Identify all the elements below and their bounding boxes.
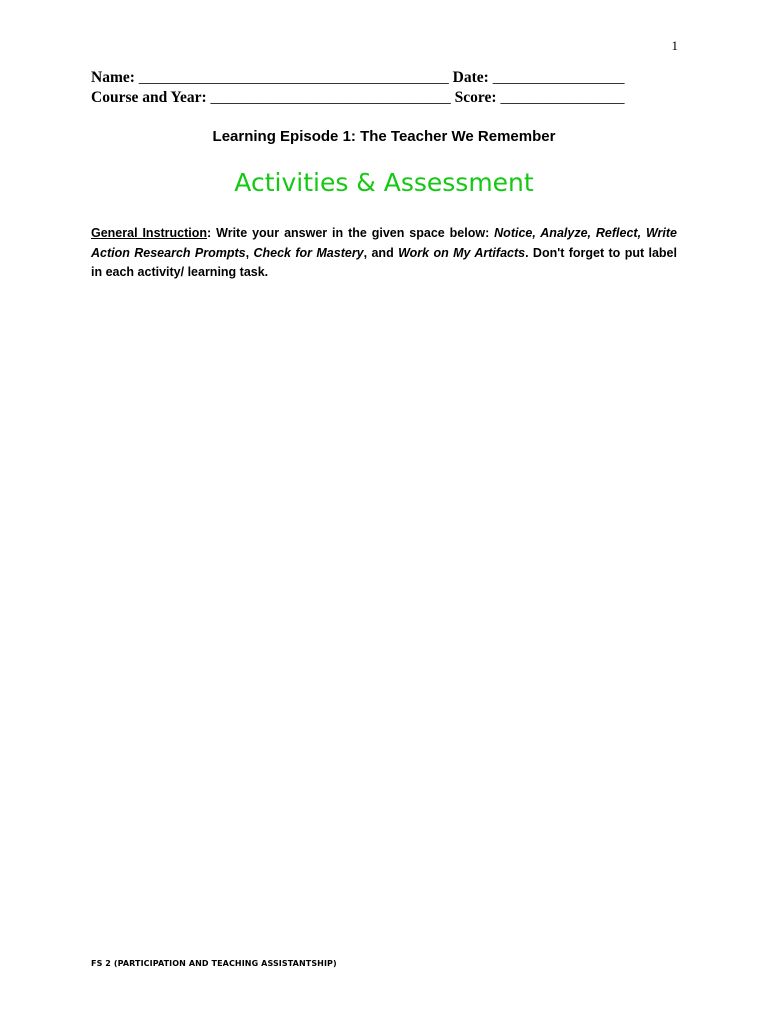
instruction-label: General Instruction <box>91 226 208 240</box>
instruction-lead: Write your answer in the given space below: <box>211 226 495 240</box>
student-info-fields <box>91 68 671 108</box>
instruction-colon: : <box>207 226 212 240</box>
episode-title: Learning Episode 1: The Teacher We Remember <box>212 128 556 145</box>
course-score-row <box>91 88 671 108</box>
general-instruction-paragraph <box>91 224 677 283</box>
page-number: 1 <box>671 38 678 53</box>
instruction-sep-1: , <box>245 245 254 260</box>
score-label: Score: <box>454 89 497 106</box>
instruction-item-check-mastery: Check for Mastery <box>253 245 364 260</box>
name-blank-line: ________________________________________ <box>138 69 449 86</box>
course-year-blank-line: _______________________________ <box>210 89 451 106</box>
name-date-row <box>91 68 671 88</box>
instruction-item-artifacts: Work on My Artifacts <box>398 245 526 260</box>
score-blank-line: ________________ <box>500 89 625 106</box>
date-label: Date: <box>452 69 489 86</box>
course-year-label: Course and Year: <box>91 89 207 106</box>
instruction-sep-2: , and <box>363 245 399 260</box>
page-footer: FS 2 (PARTICIPATION AND TEACHING ASSISTANTSHIP) <box>91 959 337 968</box>
section-title: Activities & Assessment <box>234 168 534 197</box>
date-blank-line: _________________ <box>492 69 625 86</box>
name-label: Name: <box>91 69 135 86</box>
instruction-tail: . Don't forget to put label in each activity/ learning task. <box>91 245 677 279</box>
instruction-item-notice-analyze-reflect: Notice, Analyze, Reflect, Write Action Research Prompts <box>91 226 677 260</box>
